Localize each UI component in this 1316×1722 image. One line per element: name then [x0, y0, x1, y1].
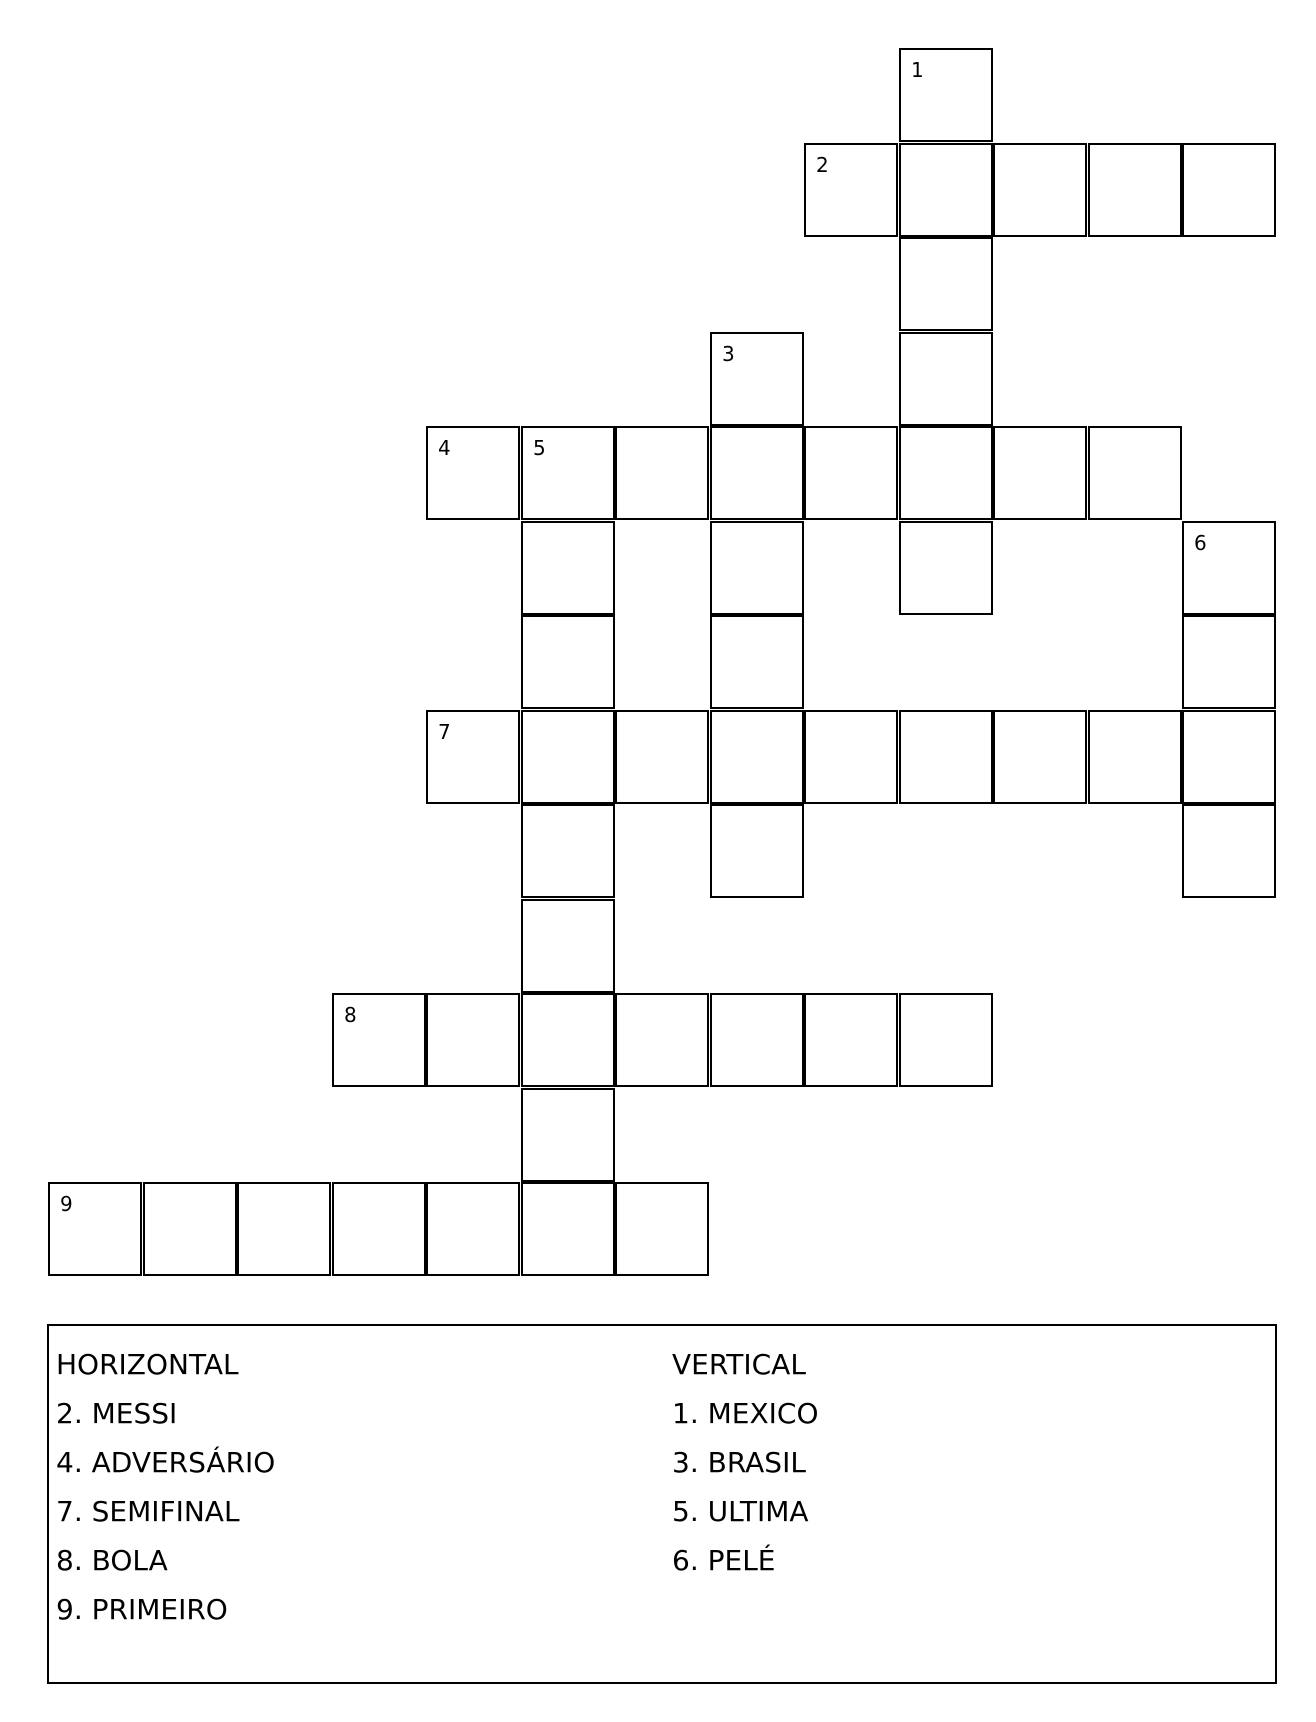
grid-cell[interactable] — [993, 710, 1087, 804]
grid-cell[interactable] — [899, 521, 993, 615]
clue-vertical-5: 5. ULTIMA — [672, 1495, 809, 1528]
clue-vertical-6: 6. PELÉ — [672, 1544, 776, 1577]
grid-cell[interactable] — [143, 1182, 237, 1276]
grid-cell[interactable] — [710, 426, 804, 520]
grid-cell[interactable] — [615, 710, 709, 804]
grid-cell[interactable] — [899, 993, 993, 1087]
clue-horizontal-7: 7. SEMIFINAL — [56, 1495, 240, 1528]
grid-cell[interactable] — [615, 993, 709, 1087]
clue-number: 1 — [911, 58, 924, 82]
grid-cell[interactable] — [899, 710, 993, 804]
grid-cell[interactable] — [1182, 615, 1276, 709]
grid-cell[interactable] — [426, 710, 520, 804]
grid-cell[interactable] — [615, 1182, 709, 1276]
grid-cell[interactable] — [1182, 143, 1276, 237]
clue-horizontal-2: 2. MESSI — [56, 1397, 178, 1430]
grid-cell[interactable] — [521, 804, 615, 898]
grid-cell[interactable] — [521, 426, 615, 520]
horizontal-title: HORIZONTAL — [56, 1348, 239, 1381]
grid-cell[interactable] — [993, 426, 1087, 520]
grid-cell[interactable] — [899, 143, 993, 237]
vertical-title: VERTICAL — [672, 1348, 806, 1381]
grid-cell[interactable] — [710, 993, 804, 1087]
grid-cell[interactable] — [710, 710, 804, 804]
clue-horizontal-4: 4. ADVERSÁRIO — [56, 1446, 276, 1479]
grid-cell[interactable] — [426, 993, 520, 1087]
grid-cell[interactable] — [804, 993, 898, 1087]
grid-cell[interactable] — [993, 143, 1087, 237]
grid-cell[interactable] — [710, 521, 804, 615]
grid-cell[interactable] — [521, 1088, 615, 1182]
grid-cell[interactable] — [710, 332, 804, 426]
grid-cell[interactable] — [899, 332, 993, 426]
grid-cell[interactable] — [804, 143, 898, 237]
clues-box — [47, 1324, 1277, 1684]
vertical-clues — [672, 1340, 819, 1585]
grid-cell[interactable] — [332, 993, 426, 1087]
grid-cell[interactable] — [899, 426, 993, 520]
grid-cell[interactable] — [426, 426, 520, 520]
grid-cell[interactable] — [521, 615, 615, 709]
clue-horizontal-8: 8. BOLA — [56, 1544, 168, 1577]
grid-cell[interactable] — [1182, 804, 1276, 898]
grid-cell[interactable] — [521, 993, 615, 1087]
clue-number: 7 — [438, 720, 451, 744]
grid-cell[interactable] — [804, 710, 898, 804]
clue-number: 3 — [722, 342, 735, 366]
grid-cell[interactable] — [1182, 710, 1276, 804]
grid-cell[interactable] — [48, 1182, 142, 1276]
grid-cell[interactable] — [804, 426, 898, 520]
clue-number: 9 — [60, 1192, 73, 1216]
grid-cell[interactable] — [899, 48, 993, 142]
clue-vertical-3: 3. BRASIL — [672, 1446, 806, 1479]
grid-cell[interactable] — [521, 1182, 615, 1276]
clue-number: 8 — [344, 1003, 357, 1027]
grid-cell[interactable] — [710, 804, 804, 898]
grid-cell[interactable] — [237, 1182, 331, 1276]
clue-horizontal-9: 9. PRIMEIRO — [56, 1593, 228, 1626]
clue-number: 5 — [533, 436, 546, 460]
grid-cell[interactable] — [710, 615, 804, 709]
grid-cell[interactable] — [1088, 426, 1182, 520]
clue-number: 6 — [1194, 531, 1207, 555]
clue-number: 4 — [438, 436, 451, 460]
grid-cell[interactable] — [521, 521, 615, 615]
grid-cell[interactable] — [1088, 143, 1182, 237]
grid-cell[interactable] — [521, 710, 615, 804]
horizontal-clues — [56, 1340, 275, 1634]
grid-cell[interactable] — [1182, 521, 1276, 615]
grid-cell[interactable] — [615, 426, 709, 520]
grid-cell[interactable] — [332, 1182, 426, 1276]
clue-vertical-1: 1. MEXICO — [672, 1397, 819, 1430]
grid-cell[interactable] — [521, 899, 615, 993]
clue-number: 2 — [816, 153, 829, 177]
grid-cell[interactable] — [426, 1182, 520, 1276]
grid-cell[interactable] — [1088, 710, 1182, 804]
grid-cell[interactable] — [899, 237, 993, 331]
